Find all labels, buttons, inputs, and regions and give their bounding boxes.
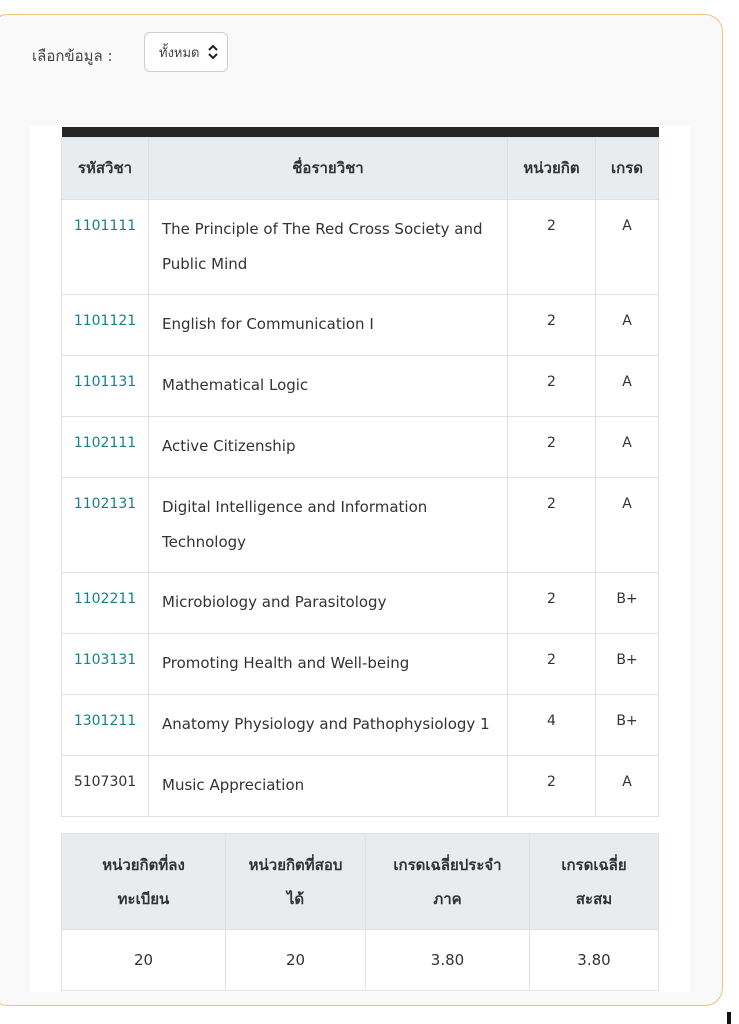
header-registered-credits: หน่วยกิตที่ลงทะเบียน bbox=[62, 834, 226, 930]
table-row bbox=[62, 294, 659, 355]
course-code-link[interactable]: 1301211 bbox=[62, 694, 149, 755]
summary-table bbox=[61, 833, 659, 991]
filter-select[interactable] bbox=[144, 32, 228, 72]
course-name: Active Citizenship bbox=[149, 416, 508, 477]
table-row bbox=[62, 572, 659, 633]
header-earned-credits: หน่วยกิตที่สอบได้ bbox=[226, 834, 366, 930]
course-name: Microbiology and Parasitology bbox=[149, 572, 508, 633]
course-name: Music Appreciation bbox=[149, 755, 508, 816]
table-row bbox=[62, 199, 659, 294]
course-code-link[interactable]: 1101121 bbox=[62, 294, 149, 355]
course-name: The Principle of The Red Cross Society and Public Mind bbox=[149, 199, 508, 294]
course-credits: 2 bbox=[508, 355, 596, 416]
header-grade: เกรด bbox=[596, 137, 659, 199]
course-credits: 2 bbox=[508, 755, 596, 816]
table-row bbox=[62, 355, 659, 416]
course-code-link[interactable]: 1101131 bbox=[62, 355, 149, 416]
course-grade: A bbox=[596, 416, 659, 477]
course-code-link[interactable]: 1102131 bbox=[62, 477, 149, 572]
edge-mark bbox=[727, 1012, 731, 1024]
course-code-link[interactable]: 1102111 bbox=[62, 416, 149, 477]
header-course-name: ชื่อรายวิชา bbox=[149, 137, 508, 199]
header-term-gpa: เกรดเฉลี่ยประจำภาค bbox=[366, 834, 530, 930]
table-row bbox=[62, 694, 659, 755]
course-credits: 4 bbox=[508, 694, 596, 755]
course-grade: B+ bbox=[596, 633, 659, 694]
header-credits: หน่วยกิต bbox=[508, 137, 596, 199]
table-row bbox=[62, 477, 659, 572]
course-name: Mathematical Logic bbox=[149, 355, 508, 416]
course-credits: 2 bbox=[508, 199, 596, 294]
header-course-code: รหัสวิชา bbox=[62, 137, 149, 199]
summary-row bbox=[62, 930, 659, 991]
course-name: Anatomy Physiology and Pathophysiology 1 bbox=[149, 694, 508, 755]
table-row bbox=[62, 633, 659, 694]
course-grade: B+ bbox=[596, 694, 659, 755]
course-credits: 2 bbox=[508, 294, 596, 355]
course-credits: 2 bbox=[508, 477, 596, 572]
course-credits: 2 bbox=[508, 633, 596, 694]
registered-credits-value: 20 bbox=[62, 930, 226, 991]
course-grade: A bbox=[596, 755, 659, 816]
table-top-bar bbox=[62, 127, 659, 137]
course-credits: 2 bbox=[508, 572, 596, 633]
course-code-link[interactable]: 1101111 bbox=[62, 199, 149, 294]
course-code: 5107301 bbox=[62, 755, 149, 816]
term-gpa-value: 3.80 bbox=[366, 930, 530, 991]
course-grade: A bbox=[596, 294, 659, 355]
course-grade: B+ bbox=[596, 572, 659, 633]
filter-label: เลือกข้อมูล : bbox=[32, 47, 113, 65]
filter-select-value: ทั้งหมด bbox=[159, 45, 200, 61]
course-name: Promoting Health and Well-being bbox=[149, 633, 508, 694]
course-grade: A bbox=[596, 355, 659, 416]
courses-table bbox=[61, 127, 659, 817]
course-credits: 2 bbox=[508, 416, 596, 477]
chevron-up-down-icon bbox=[207, 43, 219, 61]
header-cumulative-gpa: เกรดเฉลี่ยสะสม bbox=[530, 834, 659, 930]
course-name: English for Communication I bbox=[149, 294, 508, 355]
cumulative-gpa-value: 3.80 bbox=[530, 930, 659, 991]
table-row bbox=[62, 416, 659, 477]
course-code-link[interactable]: 1103131 bbox=[62, 633, 149, 694]
course-grade: A bbox=[596, 199, 659, 294]
course-code-link[interactable]: 1102211 bbox=[62, 572, 149, 633]
table-row bbox=[62, 755, 659, 816]
course-name: Digital Intelligence and Information Technology bbox=[149, 477, 508, 572]
earned-credits-value: 20 bbox=[226, 930, 366, 991]
course-grade: A bbox=[596, 477, 659, 572]
